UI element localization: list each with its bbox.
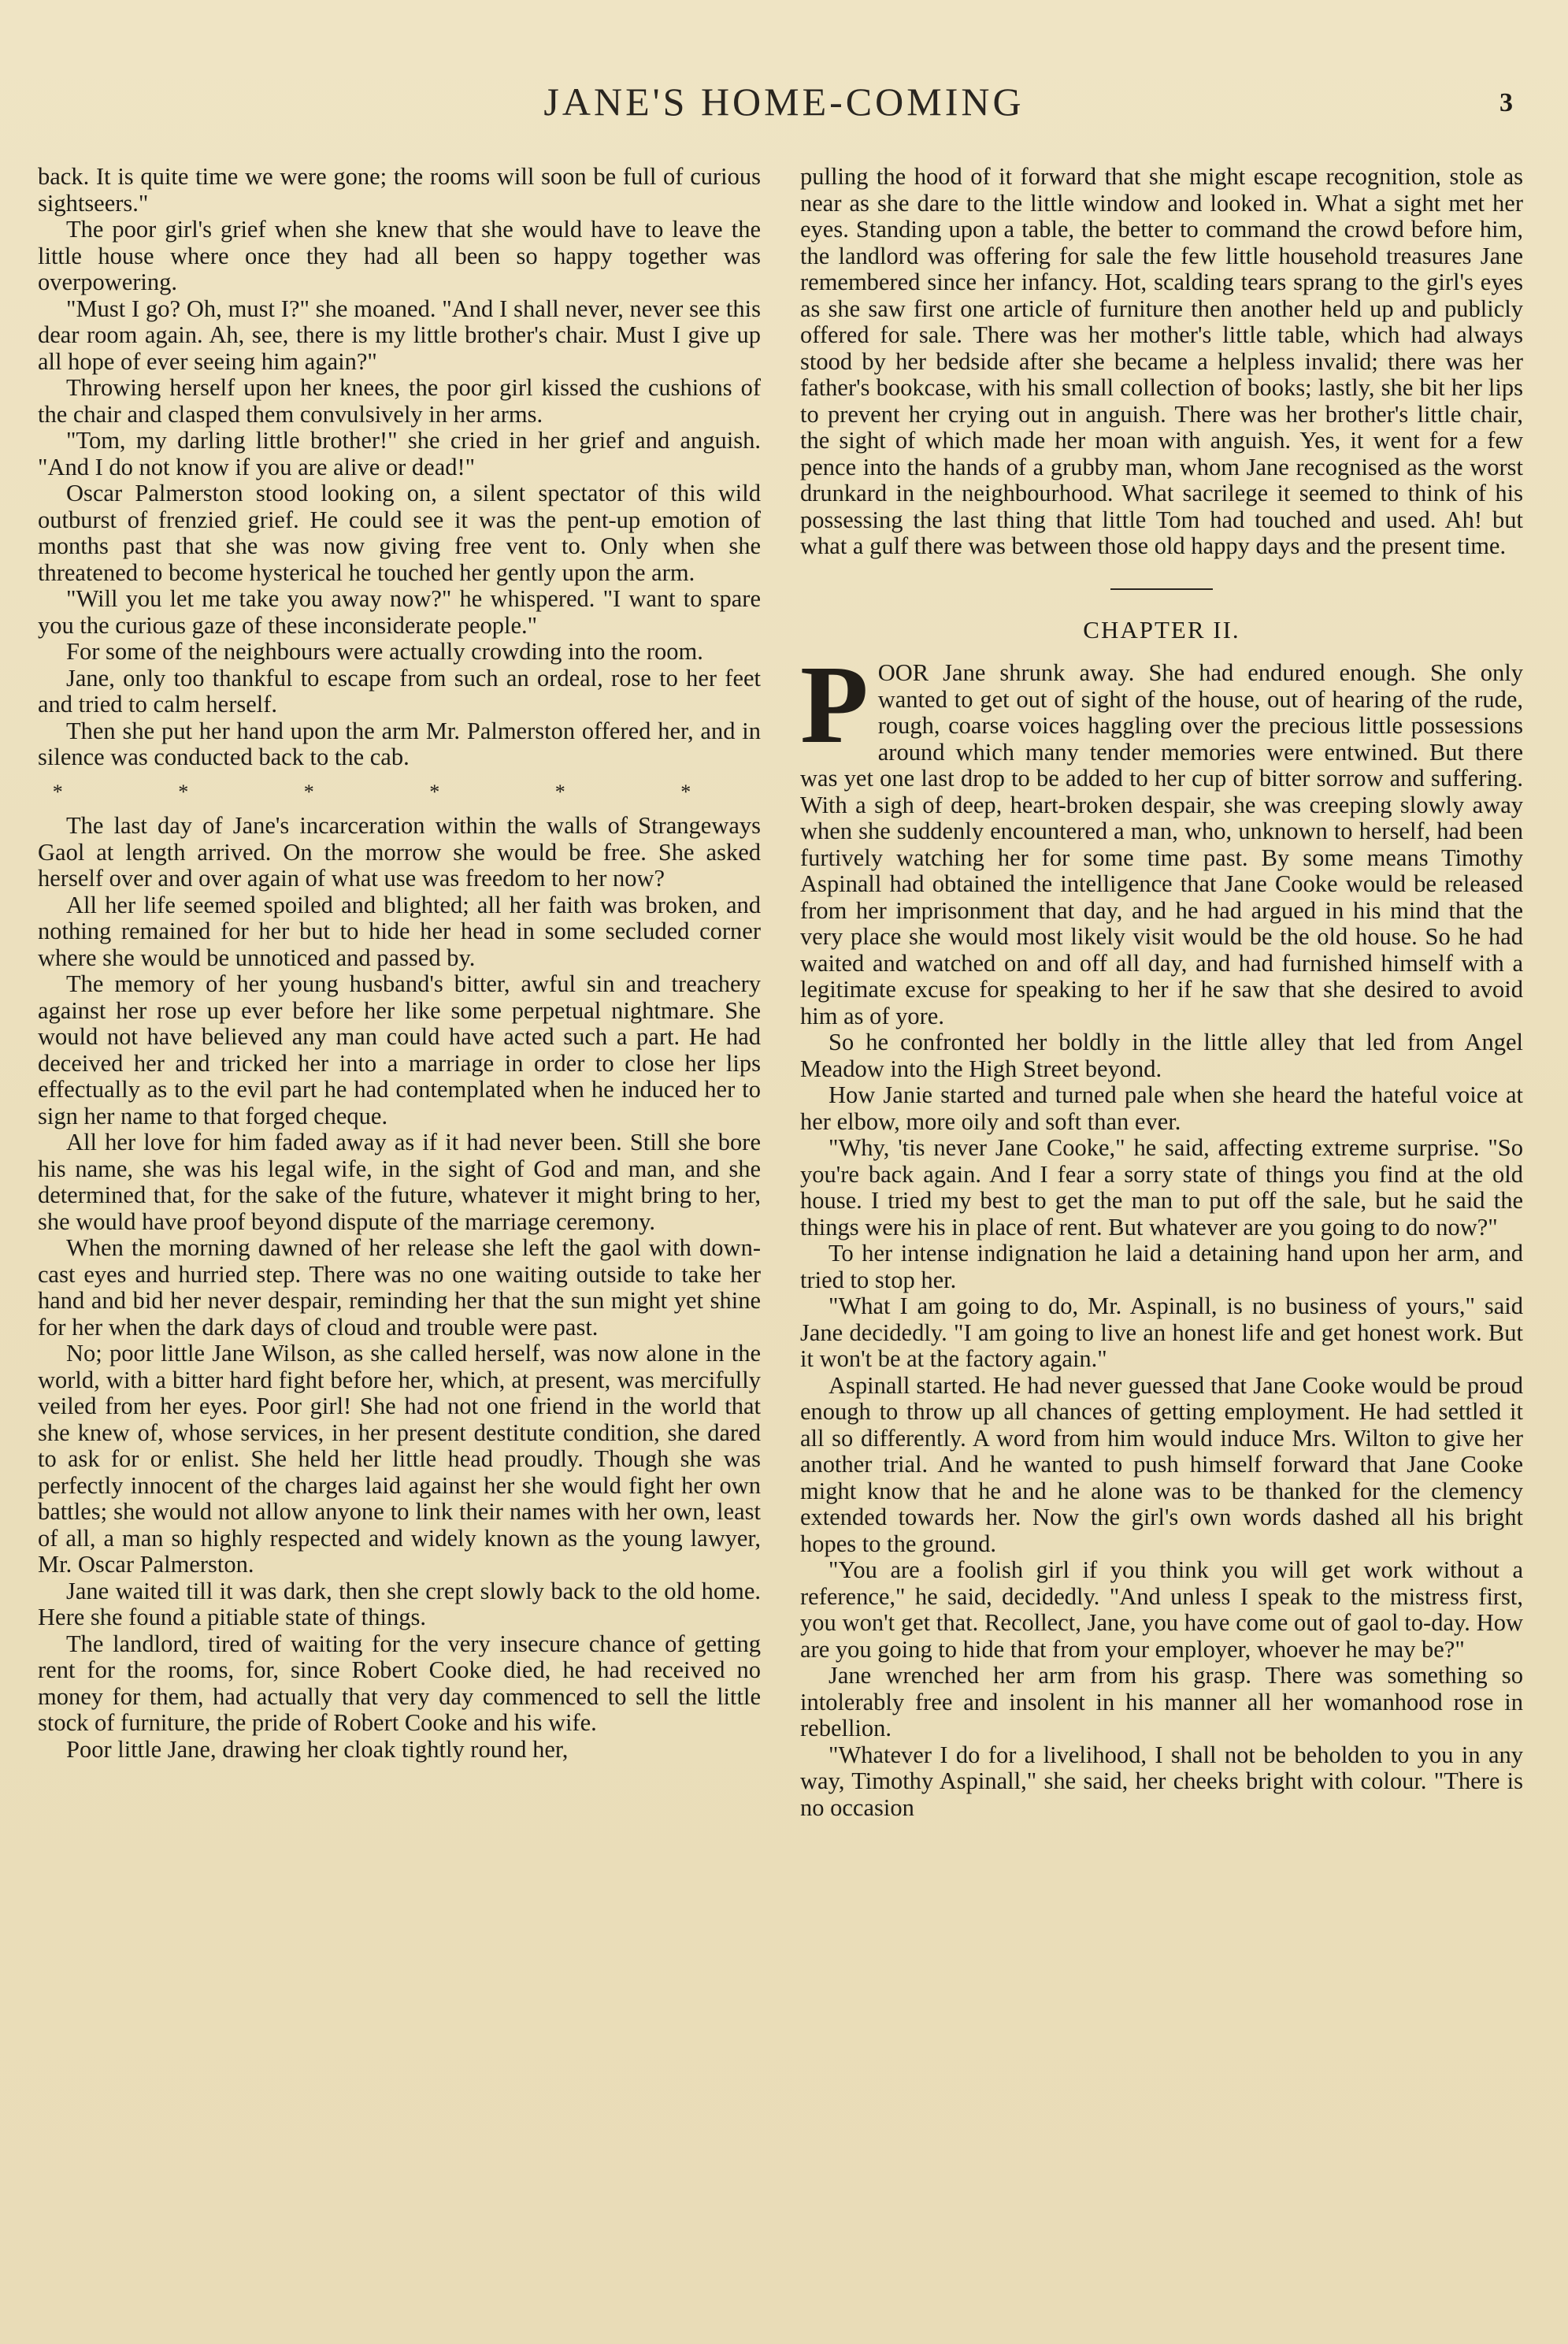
paragraph: Then she put her hand upon the arm Mr. Palmerston offered her, and in silence was conducted back to the cab. bbox=[38, 717, 761, 770]
paragraph: To her intense indignation he laid a detaining hand upon her arm, and tried to stop her. bbox=[800, 1240, 1523, 1293]
page-number: 3 bbox=[1499, 88, 1513, 117]
paragraph: "You are a foolish girl if you think you will get work without a reference," he said, decidedly. "And unless I speak to the mistress first, you won't get that. Recollect, Jane, you have come out of gaol to-day. How are you going to hide that from your employer, whoever he may be?" bbox=[800, 1556, 1523, 1663]
paragraph: pulling the hood of it forward that she might escape recognition, stole as near as she dare to the little window and looked in. What a sight met her eyes. Standing upon a table, the better to command the crowd before him, the landlord was offering for sale the few little household treasures Jane remembered since her infancy. Hot, scalding tears sprang to the girl's eyes as she saw first one article of furniture then another held up and publicly offered for sale. There was her mother's little table, which had always stood by her bedside after she became a helpless invalid; there was her father's bookcase, with his small collection of books; lastly, she bit her lips to prevent her crying out in anguish. There was her brother's little chair, the sight of which made her moan with anguish. Yes, it went for a few pence into the hands of a grubby man, whom Jane recognised as the worst drunkard in the neighbourhood. What sacrilege it seemed to think of his possessing the last thing that little Tom had touched and used. Ah! but what a gulf there was between those old happy days and the present time. bbox=[800, 163, 1523, 559]
paragraph: "Will you let me take you away now?" he whispered. "I want to spare you the curious gaze of these inconsiderate people." bbox=[38, 585, 761, 639]
paragraph: Oscar Palmerston stood looking on, a silent spectator of this wild outburst of frenzied grief. He could see it was the pent-up emotion of months past that she was now giving free vent to. Only when she threatened to become hysterical he touched her gently upon the arm. bbox=[38, 480, 761, 586]
paragraph: back. It is quite time we were gone; the rooms will soon be full of curious sightseers." bbox=[38, 163, 761, 217]
paragraph: The last day of Jane's incarceration within the walls of Strangeways Gaol at length arrived. On the morrow she would be free. She asked herself over and over again of what use was freedom to her now? bbox=[38, 812, 761, 892]
paragraph: Jane, only too thankful to escape from such an ordeal, rose to her feet and tried to calm herself. bbox=[38, 664, 761, 718]
paragraph: All her life seemed spoiled and blighted; all her faith was broken, and nothing remained for her but to hide her head in some secluded corner where she would be unnoticed and passed by. bbox=[38, 891, 761, 971]
paragraph: "What I am going to do, Mr. Aspinall, is no business of yours," said Jane decidedly. "I am going to live an honest life and get honest work. But it won't be at the factory again." bbox=[800, 1293, 1523, 1372]
paragraph: Aspinall started. He had never guessed that Jane Cooke would be proud enough to throw up all chances of getting employment. He had settled it all so differently. A word from him would induce Mrs. Wilton to give her another trial. And he wanted to push himself forward that Jane Cooke might know that he and he alone was to be thanked for the clemency extended towards her. Now the girl's own words dashed all his bright hopes to the ground. bbox=[800, 1371, 1523, 1557]
paragraph: Poor little Jane, drawing her cloak tightly round her, bbox=[66, 1735, 569, 1763]
paragraph: Jane waited till it was dark, then she crept slowly back to the old home. Here she found a pitiable state of things. bbox=[38, 1577, 761, 1630]
running-title: JANE'S HOME-COMING bbox=[543, 80, 1025, 124]
paragraph: "Tom, my darling little brother!" she cried in her grief and anguish. "And I do not know if you are alive or dead!" bbox=[38, 427, 761, 480]
paragraph: No; poor little Jane Wilson, as she called herself, was now alone in the world, with a bitter hard fight before her, which, at present, was mercifully veiled from her eyes. Poor girl! She had not one friend in the world that she knew of, whose services, in her present destitute condition, she dared to ask for or enlist. She held her little head proudly. Though she was perfectly innocent of the charges laid against her she would fight her own battles; she would not allow anyone to link their names with her own, least of all, a man so highly respected and widely known as the young lawyer, Mr. Oscar Palmerston. bbox=[38, 1340, 761, 1578]
left-column bbox=[38, 164, 761, 1763]
paragraph: When the morning dawned of her release she left the gaol with down-cast eyes and hurried step. There was no one waiting outside to take her hand and bid her never despair, reminding her that the sun might yet shine for her when the dark days of cloud and trouble were past. bbox=[38, 1234, 761, 1341]
paragraph: So he confronted her boldly in the little alley that led from Angel Meadow into the High Street beyond. bbox=[800, 1029, 1523, 1082]
section-separator: * * * * * * bbox=[52, 780, 747, 803]
paragraph: The poor girl's grief when she knew that she would have to leave the little house where once they had all been so happy together was overpowering. bbox=[38, 216, 761, 295]
paragraph: "Must I go? Oh, must I?" she moaned. "And I shall never, never see this dear room again. Ah, see, there is my little brother's chair. Must I give up all hope of ever seeing him again?" bbox=[38, 295, 761, 375]
chapter-divider-rule bbox=[1110, 588, 1213, 590]
paragraph: Jane wrenched her arm from his grasp. There was something so intolerably free and insolent in his manner all her womanhood rose in rebellion. bbox=[800, 1662, 1523, 1741]
paragraph: The memory of her young husband's bitter, awful sin and treachery against her rose up ever before her like some perpetual nightmare. She would not have believed any man could have acted such a part. He had deceived her and tricked her into a marriage in order to close her lips effectually as to the evil part he had contemplated when he induced her to sign her name to that forged cheque. bbox=[38, 970, 761, 1129]
chapter-heading: CHAPTER II. bbox=[1083, 615, 1240, 643]
paragraph: "Whatever I do for a livelihood, I shall not be beholden to you in any way, Timothy Aspinall," she said, her cheeks bright with colour. "There is no occasion bbox=[800, 1741, 1523, 1821]
paragraph: "Why, 'tis never Jane Cooke," he said, affecting extreme surprise. "So you're back again. And I fear a sorry state of things you find at the old house. I tried my best to get the man to put off the sale, but he said the things were his in place of rent. But whatever are you going to do now?" bbox=[800, 1134, 1523, 1241]
paragraph: The landlord, tired of waiting for the very insecure chance of getting rent for the rooms, for, since Robert Cooke died, he had received no money for them, had actually that very day commenced to sell the little stock of furniture, the pride of Robert Cooke and his wife. bbox=[38, 1630, 761, 1736]
drop-cap: P bbox=[800, 642, 869, 766]
paragraph: All her love for him faded away as if it had never been. Still she bore his name, she was his legal wife, in the sight of God and man, and she determined that, for the sake of the future, whatever it might bring to her, she would have proof beyond dispute of the marriage ceremony. bbox=[38, 1129, 761, 1235]
paragraph: How Janie started and turned pale when she heard the hateful voice at her elbow, more oily and soft than ever. bbox=[800, 1081, 1523, 1135]
chapter-opening-paragraph bbox=[800, 642, 1523, 1029]
right-column bbox=[800, 164, 1523, 1821]
page-header bbox=[0, 79, 1568, 134]
opening-text: OOR Jane shrunk away. She had endured enough. She only wanted to get out of sight of the house, out of hearing of the rude, rough, coarse voices haggling over the precious little possessions around which many tender memories were entwined. But there was yet one last drop to be added to her cup of bitter sorrow and suffering. With a sigh of deep, heart-broken despair, she was creeping slowly away when she suddenly encountered a man, who, unknown to herself, had been furtively watching her for some time past. By some means Timothy Aspinall had obtained the intelligence that Jane Cooke would be released from her imprisonment that day, and he had argued in his mind that the very place she would most likely visit would be the old house. So he had waited and watched on and off all day, and had furnished himself with a legitimate excuse for speaking to her if he saw that she desired to avoid him as of yore. bbox=[800, 659, 1523, 1029]
paragraph: Throwing herself upon her knees, the poor girl kissed the cushions of the chair and clasped them convulsively in her arms. bbox=[38, 374, 761, 428]
paragraph: For some of the neighbours were actually crowding into the room. bbox=[66, 638, 703, 665]
